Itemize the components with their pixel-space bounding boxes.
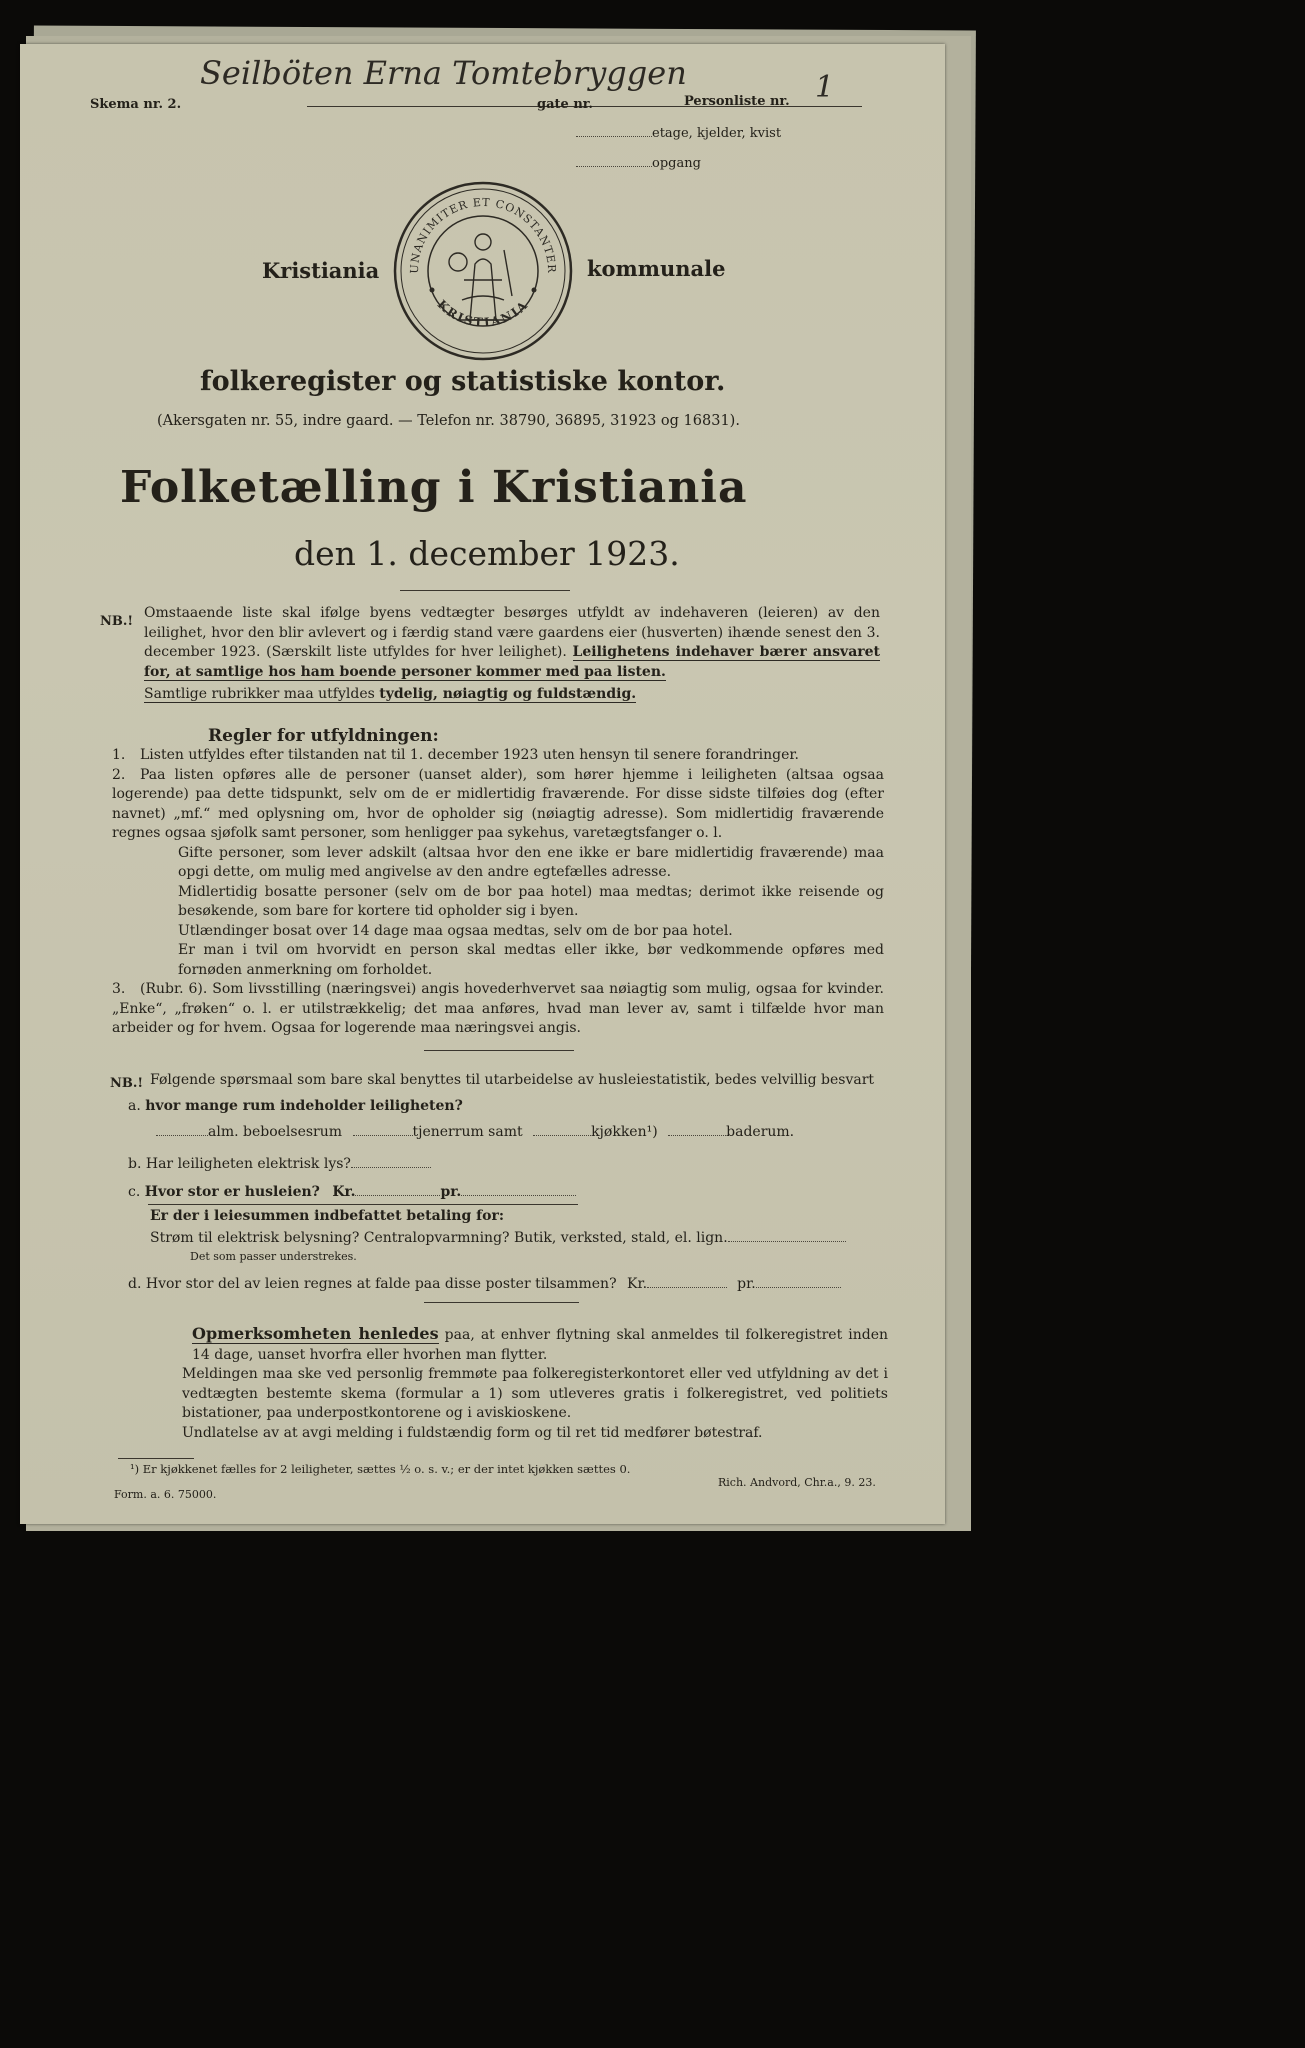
title-divider — [400, 590, 570, 591]
rule-2-text: Paa listen opføres alle de personer (uanset alder), som hører hjemme i leiligheten (altsaa ogsaa logerende) paa dette tidspunkt, selv om de er midlertidig fraværende. For disse sidste tilføies dog (efter navnet) „mf.“ med oplysning om, hvor de opholder sig (nøiagtig adresse). Som midlertidig fraværende regnes ogsaa sjøfolk samt personer, som henligger paa sykehus, varetægtsfanger o. l. — [112, 766, 884, 841]
question-a-label: a. — [128, 1098, 141, 1114]
rule-3-number: 3. — [112, 981, 126, 997]
seal-bottom-text: KRISTIANIA — [434, 297, 532, 330]
kitchen-footnote: ¹) Er kjøkkenet fælles for 2 leiligheter, sættes ½ o. s. v.; er der intet kjøkken sættes 0. — [130, 1462, 631, 1476]
question-a-text: hvor mange rum indeholder leiligheten? — [145, 1098, 463, 1114]
question-b-text: Har leiligheten elektrisk lys? — [145, 1156, 351, 1172]
bad-label: baderum. — [726, 1124, 795, 1140]
handwritten-street-name: Seilböten Erna Tomtebryggen — [200, 54, 687, 92]
rules-heading: Regler for utfyldningen: — [208, 726, 439, 746]
kommunale-word: kommunale — [587, 256, 726, 281]
alm-rooms-label: alm. beboelsesrum — [208, 1124, 343, 1140]
nb1-paragraph — [144, 604, 880, 705]
rent-pr-label: pr. — [440, 1184, 462, 1200]
share-amount-field[interactable] — [647, 1287, 727, 1288]
rent-amount-field[interactable] — [355, 1195, 440, 1196]
rent-kr-label: Kr. — [332, 1184, 356, 1200]
question-d-label: d. — [128, 1276, 142, 1292]
question-d — [128, 1276, 841, 1292]
kristiania-word: Kristiania — [262, 258, 380, 283]
question-c — [128, 1184, 576, 1200]
question-c-sub: Er der i leiesummen indbefattet betaling for: — [150, 1208, 505, 1224]
bad-field[interactable] — [668, 1135, 726, 1136]
notice-text-3: Undlatelse av at avgi melding i fuldstændig form og til ret tid medfører bøtestraf. — [182, 1424, 763, 1441]
question-d-text: Hvor stor del av leien regnes at falde paa disse poster tilsammen? — [145, 1276, 617, 1292]
nb2-divider — [424, 1302, 579, 1303]
rules-divider — [424, 1050, 574, 1051]
etage-field — [576, 126, 781, 141]
tjener-rooms-label: tjenerrum samt — [412, 1124, 523, 1140]
share-kr-label: Kr. — [627, 1276, 648, 1292]
question-b — [128, 1156, 431, 1172]
included-items-field[interactable] — [728, 1241, 846, 1242]
seal-top-text: UNANIMITER ET CONSTANTER — [407, 195, 559, 274]
rule-2-number: 2. — [112, 766, 126, 783]
nb1-rubric-text: Samtlige rubrikker maa utfyldes — [144, 686, 375, 702]
document-title: Folketælling i Kristiania — [120, 462, 748, 513]
nb1-text: Omstaaende liste skal ifølge byens vedtægter besørges utfyldt av indehaveren (leieren) av den leilighet, hvor den blir avlevert og i færdig stand være gaardens eier (husverten) ihænde senest den 3. december 1923. (Særskilt liste utfyldes for hver leilighet). — [144, 605, 880, 660]
notice-text-2: Meldingen maa ske ved personlig fremmøte paa folkeregisterkontoret eller ved utfyldning av det i vedtægten bestemte skema (formular a 1) som utleveres gratis i folkeregistret, ved politiets bistationer, paa underpostkontorene og i aviskioskene. — [182, 1366, 888, 1421]
footnote-rule — [118, 1458, 194, 1459]
question-c-note: Det som passer understrekes. — [190, 1250, 357, 1263]
kristiania-city-seal — [392, 180, 574, 362]
notice-heading: Opmerksomheten henledes — [192, 1324, 439, 1343]
personliste-number: 1 — [815, 70, 835, 105]
nb1-label: NB.! — [100, 614, 134, 629]
document-date: den 1. december 1923. — [294, 534, 680, 573]
question-a — [128, 1098, 463, 1114]
kjokken-field[interactable] — [533, 1135, 591, 1136]
census-form-page — [20, 44, 945, 1524]
rule-3-text: (Rubr. 6). Som livsstilling (næringsvei) angis hovederhvervet saa nøiagtig som mulig, ogsaa for kvinder. „Enke“, „frøken“ o. l. er utilstrækkelig; det maa anføres, hvad man lever av, samt i tilfælde hvor man arbeider og for hvem. Ogsaa for logerende maa næringsvei angis. — [112, 981, 884, 1036]
rule-1-text: Listen utfyldes efter tilstanden nat til 1. december 1923 uten hensyn til senere forandringer. — [140, 747, 799, 763]
alm-rooms-field[interactable] — [156, 1135, 208, 1136]
question-c-items-text: Strøm til elektrisk belysning? Centralopvarmning? Butik, verksted, stald, el. lign. — [150, 1230, 728, 1246]
printer-credit: Rich. Andvord, Chr.a., 9. 23. — [718, 1476, 876, 1489]
notice-paragraph — [116, 1324, 888, 1443]
seal-figure-icon — [449, 234, 512, 320]
share-pr-label: pr. — [737, 1276, 756, 1292]
rule-2-foreigners: Utlændinger bosat over 14 dage maa ogsaa medtas, selv om de bor paa hotel. — [178, 922, 733, 939]
question-c-items — [150, 1230, 846, 1246]
rule-1-number: 1. — [112, 747, 126, 763]
opgang-field — [576, 156, 701, 171]
nb2-intro: Følgende spørsmaal som bare skal benyttes til utarbeidelse av husleiestatistik, bedes velvillig besvart — [150, 1072, 875, 1088]
electric-light-field[interactable] — [351, 1167, 431, 1168]
etage-label: etage, kjelder, kvist — [652, 126, 782, 141]
rule-2-married: Gifte personer, som lever adskilt (altsaa hvor den ene ikke er bare midlertidig fraværende) maa opgi dette, om mulig med angivelse av den andre egtefælles adresse. — [178, 844, 884, 880]
opgang-label: opgang — [652, 156, 701, 171]
office-address: (Akersgaten nr. 55, indre gaard. — Telefon nr. 38790, 36895, 31923 og 16831). — [157, 413, 740, 429]
seal-stars-icon — [430, 288, 537, 293]
question-c-text: Hvor stor er husleien? — [144, 1184, 320, 1200]
gate-label: gate nr. — [537, 97, 593, 112]
rule-2-temporary: Midlertidig bosatte personer (selv om de bor paa hotel) maa medtas; derimot ikke reisende og besøkende, som bare for kortere tid opholder sig i byen. — [178, 883, 884, 919]
notice-text-1: paa, at enhver flytning skal anmeldes til folkeregistret inden 14 dage, uanset hvorfra eller hvorhen man flytter. — [192, 1327, 888, 1363]
rent-underline — [148, 1204, 578, 1205]
question-c-label: c. — [128, 1184, 141, 1200]
office-name: folkeregister og statistiske kontor. — [200, 366, 726, 397]
skema-label: Skema nr. 2. — [90, 97, 182, 112]
rent-period-field[interactable] — [461, 1195, 576, 1196]
rule-2-doubt: Er man i tvil om hvorvidt en person skal medtas eller ikke, bør vedkommende opføres med fornøden anmerkning om forholdet. — [178, 942, 884, 978]
tjener-rooms-field[interactable] — [353, 1135, 413, 1136]
share-period-field[interactable] — [756, 1287, 841, 1288]
personliste-label: Personliste nr. — [684, 94, 790, 109]
question-a-rooms — [156, 1124, 794, 1140]
svg-text:KRISTIANIA — [435, 297, 532, 329]
nb1-responsibility: Leilighetens indehaver bærer ansvaret for, at samtlige hos ham boende personer kommer med paa listen. — [144, 644, 881, 680]
nb1-rubric-bold: tydelig, nøiagtig og fuldstændig. — [379, 686, 637, 702]
form-number: Form. a. 6. 75000. — [114, 1488, 217, 1501]
nb2-label: NB.! — [110, 1076, 144, 1091]
rules-list — [112, 746, 884, 1039]
question-b-label: b. — [128, 1156, 142, 1172]
kjokken-label: kjøkken¹) — [591, 1124, 658, 1140]
